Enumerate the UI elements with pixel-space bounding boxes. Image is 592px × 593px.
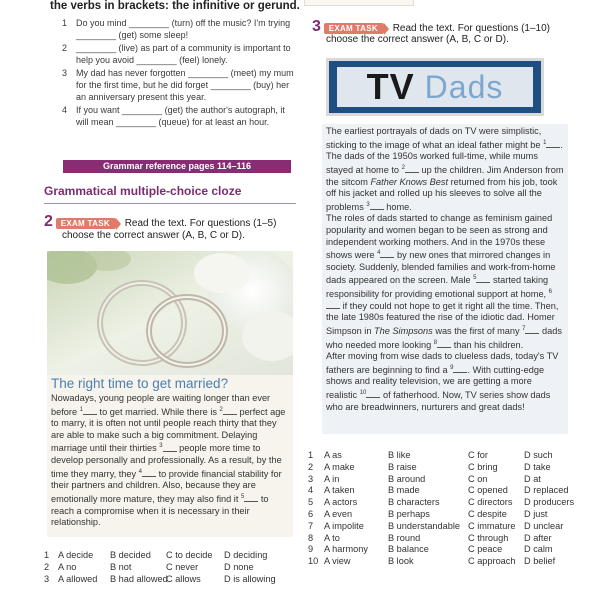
answer-row: 6 A even B perhaps C despite D just [308,508,548,519]
article-paragraph: The earliest portrayals of dads on TV were simplistic, sticking to the image of what an ideal father might be $^1$ . The dads of the 1950s worked full-time, while mums stayed at home to $^2$ up the children. Jim Anderson from the sitcom Father Knows Best returned from his job, took off his jacket and rolled up his sleeves to solve all the problems $^3$ home. [326,126,564,212]
exercise-1-item: 1 Do you mind ________ (turn) off the music? I'm trying ________ (get) some sleep! [62,18,291,41]
tv-dads-banner [326,58,544,116]
article-title: The right time to get married? [51,376,229,391]
banner-tv-text: TV [366,66,415,107]
gap-2 [405,165,419,173]
exam-task-badge: EXAM TASK [56,218,116,229]
answer-row: 2 A make B raise C bring D take [308,461,551,472]
wedding-rings-photo [47,251,293,375]
exercise-3-instruction: Read the text. For questions (1–10) [392,23,551,34]
gap-3 [370,202,384,210]
gap-2 [223,407,237,415]
gap-5 [244,494,258,502]
answer-row: 9 A harmony B balance C peace D calm [308,544,553,555]
gap-7 [525,326,539,334]
exercise-1-item: 2 ________ (live) as part of a community is important to help you avoid ________ (feel) lonely. [62,42,291,66]
article-body: Nowadays, young people are waiting longer than ever before $^1$ to get married. While there is $^2$ perfect age to marry, it is often not until people reach thirty that they are able to make such a big commitment. Delaying marriage until their thirties $^3$ people more time to develop personally and professionally. As a result, by the time they marry, they $^4$ to provide financial stability for their partners and children. Also, because they are emotionally more mature, they may also find it $^5$ to reach a compromise when it is necessary in their relationship. [51,393,286,528]
answer-row: 10 A view B look C approach D belief [308,556,556,567]
gap-6 [326,301,340,309]
tv-screen [337,67,533,107]
banner-dads-text: Dads [424,68,504,105]
answer-row: 1 A as B like C for D such [308,450,553,460]
exercise-2-answer-options [44,550,300,585]
exercise-1-instruction: the verbs in brackets: the infinitive or gerund. [50,0,300,12]
exercise-1-item: 3 My dad has never forgotten ________ (meet) my mum for the first time, but he did forget ________ (buy) her an anniversary present this year. [62,67,294,103]
answer-row: 4 A taken B made C opened D replaced [308,485,569,496]
section-heading: Grammatical multiple-choice cloze [44,184,242,198]
previous-page-tab [304,0,414,6]
gap-4 [142,469,156,477]
exercise-2-instruction-line-2: choose the correct answer (A, B, C or D). [62,230,245,241]
gap-10 [366,390,380,398]
right-column [304,0,592,593]
answer-row: 5 A actors B characters C directors D producers [308,497,575,508]
article-paragraph: After moving from wise dads to clueless dads, today's TV fathers are beginning to find a $^9$ . With cutting-edge shows and reality television, we are getting a more realistic $^{10}$ of fatherhood. Now, TV series show dads who are breadwinners, nurturers and great dads! [326,351,559,412]
answer-row: 2 A no B not C never D none [44,561,254,572]
heading-divider [44,203,296,204]
exercise-2-number: 2 [44,213,53,230]
exam-task-badge: EXAM TASK [324,23,384,34]
grammar-reference-link[interactable]: Grammar reference pages 114–116 [63,160,291,173]
gap-1 [83,407,97,415]
gap-9 [453,365,467,373]
gap-5 [476,275,490,283]
article-married [47,375,293,537]
exercise-1-item: 4 If you want ________ (get) the author's autograph, it will mean ________ (queue) for at least an hour. [62,104,285,128]
gap-4 [380,250,394,258]
article-tv-dads [322,124,568,434]
exercise-3-instruction-line-2: choose the correct answer (A, B, C or D). [326,34,509,45]
gap-1 [546,140,560,148]
exercise-3-answer-options [308,450,592,568]
answer-row: 7 A impolite B understandable C immature D unclear [308,520,564,531]
rings-illustration [47,251,293,375]
exercise-3-number: 3 [312,18,321,35]
answer-row: 1 A decide B decided C to decide D deciding [44,550,268,560]
gap-8 [437,340,451,348]
answer-row: 3 A allowed B had allowed C allows D is allowing [44,573,276,584]
answer-row: 8 A to B round C through D after [308,532,552,543]
gap-3 [163,444,177,452]
exercise-2-header [44,213,276,231]
exercise-2-instruction: Read the text. For questions (1–5) [124,218,277,229]
article-paragraph: The roles of dads started to change as feminism gained popularity and women began to be seen as strong and independent working mothers. And in the 1970s these shows were $^4$ by new ones that mirrored changes in society. Suddenly, blended families and work-from-home dads appeared on the screen. Male $^5$ started taking responsibility for providing emotional support at home, $^6$ if they could not hope to get it right all the time. Then, the late 1980s featured the rise of the idiotic dad. Homer Simpson in The Simpsons was the first of many $^7$ dads who needed more looking $^8$ than his children. [326,213,562,350]
answer-row: 3 A in B around C on D at [308,473,541,484]
exercise-1-list [62,17,298,129]
